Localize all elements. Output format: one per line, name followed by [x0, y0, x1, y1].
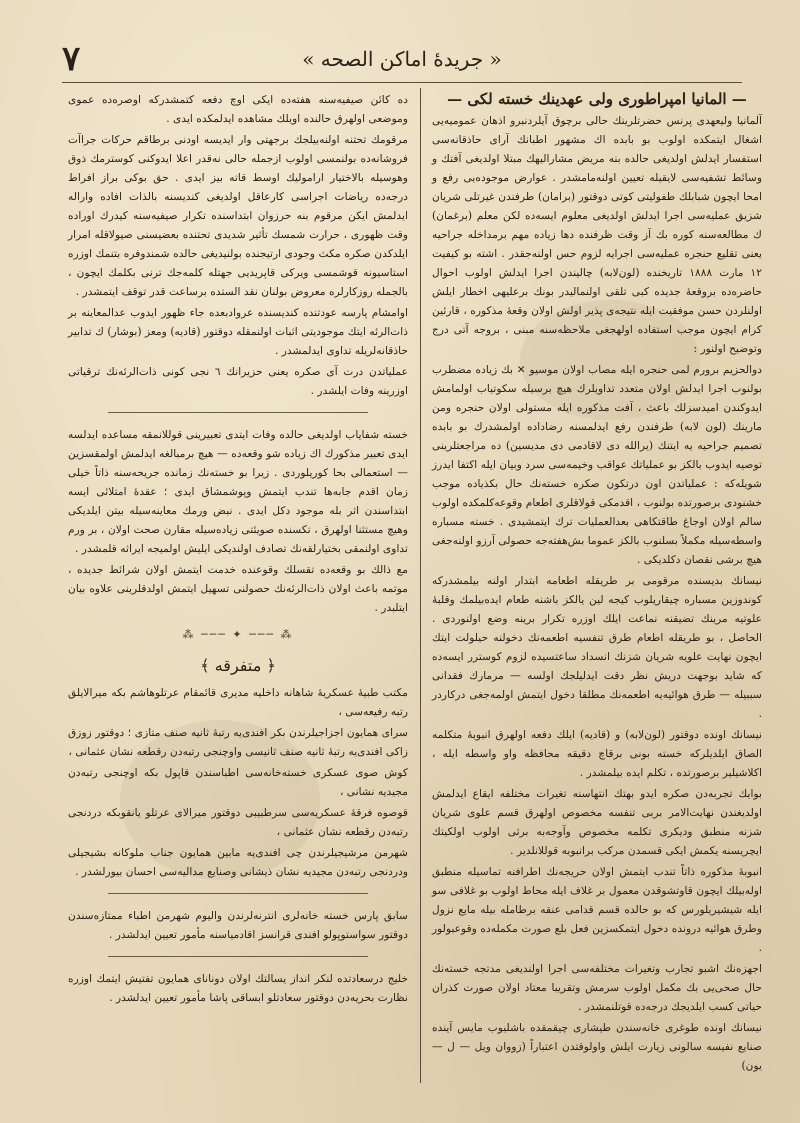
section-rule [108, 956, 368, 957]
misc-item: قوصوه فرقهٔ عسكریه‌سی سرطبیبی دوقتور میرالای عرتلو یانقوبكه دردنجی رتبه‌دن رقطعه نشان عثمانی ، [68, 806, 408, 838]
section-rule [108, 412, 368, 413]
misc-item: خلیج درسعادتده لنكر انداز یسالتك اولان دونانای همایون تفتیش ایتمك اوزره نظارت بحریه‌دن دوقتور سعادتلو ابساقی پاشا مأمور تعیین ایدلشدر . [68, 972, 408, 1004]
misc-item: سابق پارس خسته خانه‌لری انترنه‌لرندن والیوم شهرمن اطباء ممتازه‌سندن دوقتور سواستوپولو افندی قرانسز اقادمیاسنه مأمور تعیین ایدلشدر . [68, 909, 408, 941]
article-paragraph: عملیاتدن درت آی صكره یعنی حزیرانك ٦ نجی كونی ذات‌الرئه‌نك ترقیاتی اوزرینه وفات ایلشدر . [68, 365, 408, 397]
article-paragraph: نیسانك بدیسنده مرقومی بر طریقله اطعامه ابتدار اولنه بیلمشدركه كوندوزین مسباره چیقاریلوب كیجه لین یالكز باشنه طعام ایده‌بیلمك وقلبهٔ علوتیه مرینك تضیقنه نماعت ایلك اوزره تكرار برینه وضع اولنوردی . الحاصل ، بو طریقله اطعام طرق تنفسیه اطعمه‌نك دخولنه حیلولت ایتك ایچون نهایت علویه شریان شزنك انسداد ساعتسیده لزوم كوسترر ایسه‌ده كه شاید بوجهت دریش نظر دقت ایدلیلجك اولسه — مرمارك فقدانی سببیله — طرق هوائیه‌یه اطعمه‌نك مطلقا دخول ایتمش اولمه‌جغی دركاردر . [432, 574, 762, 720]
article-paragraph: اوامشام پارسه عودتنده كندیسنده عروادبعده جاء ظهور ایدوب عدالمعاینه بر ذات‌الرئه ایتك موجودیتی اثبات اولنمقله دوقتور (قادیه) ومعز (بوشار) ك تدابیر حاذقانه‌لریله تداوی ایدلمشدر . [68, 306, 408, 357]
page-header [62, 36, 742, 83]
article-paragraph: خسته شفایاب اولدیغی حالده وفات ایتدی تعبیرینی قوللانمقه مساعده ایدلسه ایدی تعبیر مذكورك اك زیاده شو وقعه‌ده — هیچ برمبالغه ایدلمش اولمقسزین — استعمالی بحا كوریلوردی . زیرا بو خسته‌نك زمانده جریحه‌سنه ذاتاً خیلی زمان اقدم جابه‌ها تندب ایتمش وپوشمشاق ایدی ؛ عقدهٔ امتلائی ایسه ابتداسندن اثر بله موجود دكل ایدی . نبض ورمك معاینه‌سیله بیتن ایلدیكی وهیچ مستثنا اولهرق ، تكسنده صویئتی زیاده‌سیله مقارن صحت اولان ، بر ورم تداوی اولنمقی بختیارلقه‌نك تصادف اولندیكی ایلیش اولمیجه ایراثه قلمشدر . [68, 428, 408, 555]
page-number: ٧ [62, 39, 81, 79]
misc-section-title: ﴿ متفرقه ﴾ [200, 656, 276, 675]
article-title: — المانیا امپراطوری ولی عهدینك خسته لكی — [447, 90, 747, 108]
misc-item: شهرمن مرشیجیلرندن چی افندی‌یه مابین همایون جناب ملوكانه بشیجیلی ودردنجی رتبه‌دن مجیدیه نشان ذیشانی وصنایع مدالیه‌سی احسان بیورلشدر . [68, 846, 408, 878]
column-divider [420, 88, 421, 1083]
article-paragraph: ده كائن صیفیه‌سنه هفته‌ده ایكی اوچ دفعه كتمشدركه اوصره‌ده عموی وموضعی اولهرق حالنده اویلك مشاهده ایدلمكده ایدی . [68, 93, 408, 125]
misc-item: كوش صوی عسكری خسته‌خانه‌سی اطباسندن قاپول بكه اوچنجی رتبه‌دن مجیدیه نشانی ، [68, 766, 408, 798]
article-paragraph: اجهزه‌نك اشبو تجارب وتغیرات مختلفه‌سی اجرا اولندیغی مدتجه خسته‌نك حال صحی‌یی بك مكمل اولوب سرمش وتقریبا معتاد اولان صورت كذران حیاتی كسب ایلدیجك درجه‌ده قوتلنمشدر . [432, 962, 762, 1013]
article-paragraph: دوالحزیم برورم لمی حنجره ایله مصاب اولان موسیو ✕ بك زیاده مضطرب بولنوب اجرا ایدلش اولان متعدد تداویلرك هیچ برسیله سكوتیاب اولمامش ایدوكندن امیدسزلك باعث ، آفت مذكوره ایله مستولی اولان حنجره ومن مارینك (لون لابه) طرفندن رفع ایدلمسنه رضاداده اولمشدرك بو بابده تصمیم جراحیه یه ایتنك (یرالله دی لاقادمی دی مدیسین) ده مراجعتلرینی توصیه ایدوب بالكز بو عملیاتك عواقب وخیمه‌سی سرد وبیان ایله اكتفا ایدرز شویله‌كه : عملیاتدن اون درتكون صكره خسته‌نك حال بكذیاده موجب خشنودی برصورتده بولنوب ، اقدمكی قولاقلری اطعام وقوعه‌كلمكده اولوب سالم اولان اوجاغ طاقتكاهی بعدالعملیات ترك ایتمشیدی . خسته مسباره واسطه‌سیله مكملاً بسلنوب بالكز عموما بش‌هفته‌جه حصولی آرزو اولنه‌جغی هیچ برشی نقصان دكلدیكی . [432, 363, 762, 566]
paper-title: « جریدهٔ اماکن الصحه » [302, 47, 502, 71]
article-paragraph: آلمانیا ولیعهدی پرنس حضرتلرینك حالی برچوق آیلردنبرو اذهان عمومیه‌یی اشغال ایتمكده اولوب بو بابده اك مشهور اطبانك آرای حاذقانه‌سی استفسار ایدلش اولدیغی حالده بنه مریض مشارالیهك مبتلا اولدیغی آفتك و وسائط تشفیه‌سی لایقیله تعیین اولنه‌مامشدر . عوارض موجوده‌یی رفع و امحا ایچون شبابلك طفولیتی كوتی دوقتور (برامان) طرفندن غیرتلی شریان شزیق عملیه‌سی اجرا ایدلش اولدیغی معلوم ایسه‌ده لكن معلم (برغمان) ك مطالعه‌سنه كوره بك آز وقت ظرفنده دها زیاده مهم برمداخله جراحیه یعنی تقلیع حنجره عملیه‌سی اجرایه لزوم حس اولنه‌جقدر . اشته بو كیفیت ١٢ مارت ١٨٨٨ تاریخنده (لون‌لابه) چالیندن اجرا ایدلش اولوب احوال حاضره‌ده بروقعهٔ جدیده كبی تلقی اولنمالیدر بونك برعلیهی اخطار ایلش اولنلردن حسن موفقیت ایله نتیجه‌ی پذیر اولش اولان وقعهٔ مذكوره ، قارئین كرام ایچون موجب استفاده اولهجغی ملاحظه‌سنه مبنی ، بروجه آتی درج وتوضیح اولنور : [432, 114, 763, 355]
ornament-divider: ⁂ ─── ✦ ─── ⁂ [182, 628, 294, 641]
right-column [432, 90, 762, 1077]
misc-item: مكتب طبیهٔ عسكریهٔ شاهانه داخلیه مدیری قائمقام عرتلوهاشم بكه میرالایلق رتبه رفیعه‌سی ، [68, 686, 408, 718]
article-paragraph: نیسانك اونده طوغری خانه‌سندن طیشاری چیقمقده باشلیوب مایس آینده صنایع نفیسه سالونی زیارت ایلش واولوقتدن اعتباراً (زووان ویل — ل — یون) [432, 1021, 762, 1072]
misc-item: سرای همایون اجزاجیلرندن بكر افندی‌یه رتبهٔ ثانیه صنف متازی ؛ دوقتور زوزق زاكی افندی‌یه رتبهٔ ثانیه صنف ثانیسی واوچنجی رتبه‌دن رقطعه نشان عثمانی ، [68, 726, 408, 758]
left-column [68, 90, 408, 1009]
article-paragraph: مرقومك تحتنه اولنه‌بیلجك برجهتی وار ایدیسه اودنی برطاقم حركات جراآت فروشانه‌ده بولنمسی اولوب ازجمله حالی نه‌قدر اعلا ایدوكنی كوسترمك ذوق وهوسیله بالاختیار ارامولیك اوسط قاته بیز ایدی . حق بوكی براز افراط درجه‌ده ریاضات اجراسی كارعاقل اولدیغی كندیسنه بالذات افاده واراله ایدلمش ایكن مرقوم بنه حرزوان ابتداسنده تكرار صیفیه‌سنه كیدرك اوراده وقت ظهوری ، حرارت شمسك تأثیر شدیدی تحتنده بعضیسنی صیولاقله امرار ایلدكدن صكره مكث وجودی ارتیجنده بولنیدیغی حالده شمندوفره بتنمك اوزره استاسیونه قوشمسی ویركی قاپریدیی جهتله كلمه‌جك ترنی بكلمك ایچون ، بالجمله روزكارلره معروض بولنان نقد الستده برساعت قدر توقف ایتمشدر . [68, 133, 408, 298]
article-paragraph: مع ذالك بو وقعه‌ده تقسلك وقوعنده خدمت ایتمش اولان شرائط جدیده ، موتمه باعث اولان ذات‌الرئه‌نك حصولنی تسهیل ایتمش اولدقلرینی علاوه بیان ایتلبدر . [68, 563, 408, 614]
article-paragraph: انبوبهٔ مذكوره ذاتاً تندب ایتمش اولان حریجه‌نك اطرافنه تماسیله منطبق اوله‌بیلك ایچون قاوتشوقدن معمول بر غلاف ایله محاط اولوب بو غلافی سو ایله شیشیریلورس كه بو حالده قسم قدامی عنقه برطامله بیله مایع نزول وطرق هوائیه درونده دخول ایتمكسزین فعل بلع صورت مكمله‌ده وقوعبولور . [432, 865, 762, 954]
article-paragraph: نیسانك اونده دوقتور (لون‌لابه) و (قادیه) ایلك دفعه اولهرق انبوبهٔ متكلمه الصاق ایلدیلركه خسته بونی برقاچ دقیقه محافظه واو واسطه ایله ، اكلاشیلیر برصورتده ، تكلم ایده بیلمشدر . [432, 728, 762, 779]
article-paragraph: بوایك تجربه‌دن صكره ایدو بهتك انتهاسنه تغیرات مختلفه ایقاع ایدلمش اولدیغندن نهایت‌الامر بربی تنفسه مخصوص اولهرق قسم علوی شریان شزنه منطبق ودیكری تكلمه مخصوص وآوجه‌به برثی اولوب اولكیتك ایچریسنه یكمش ایكی قسمدن مركب برانبوبه قوللانلدیر . [432, 787, 762, 857]
section-rule [108, 893, 368, 894]
